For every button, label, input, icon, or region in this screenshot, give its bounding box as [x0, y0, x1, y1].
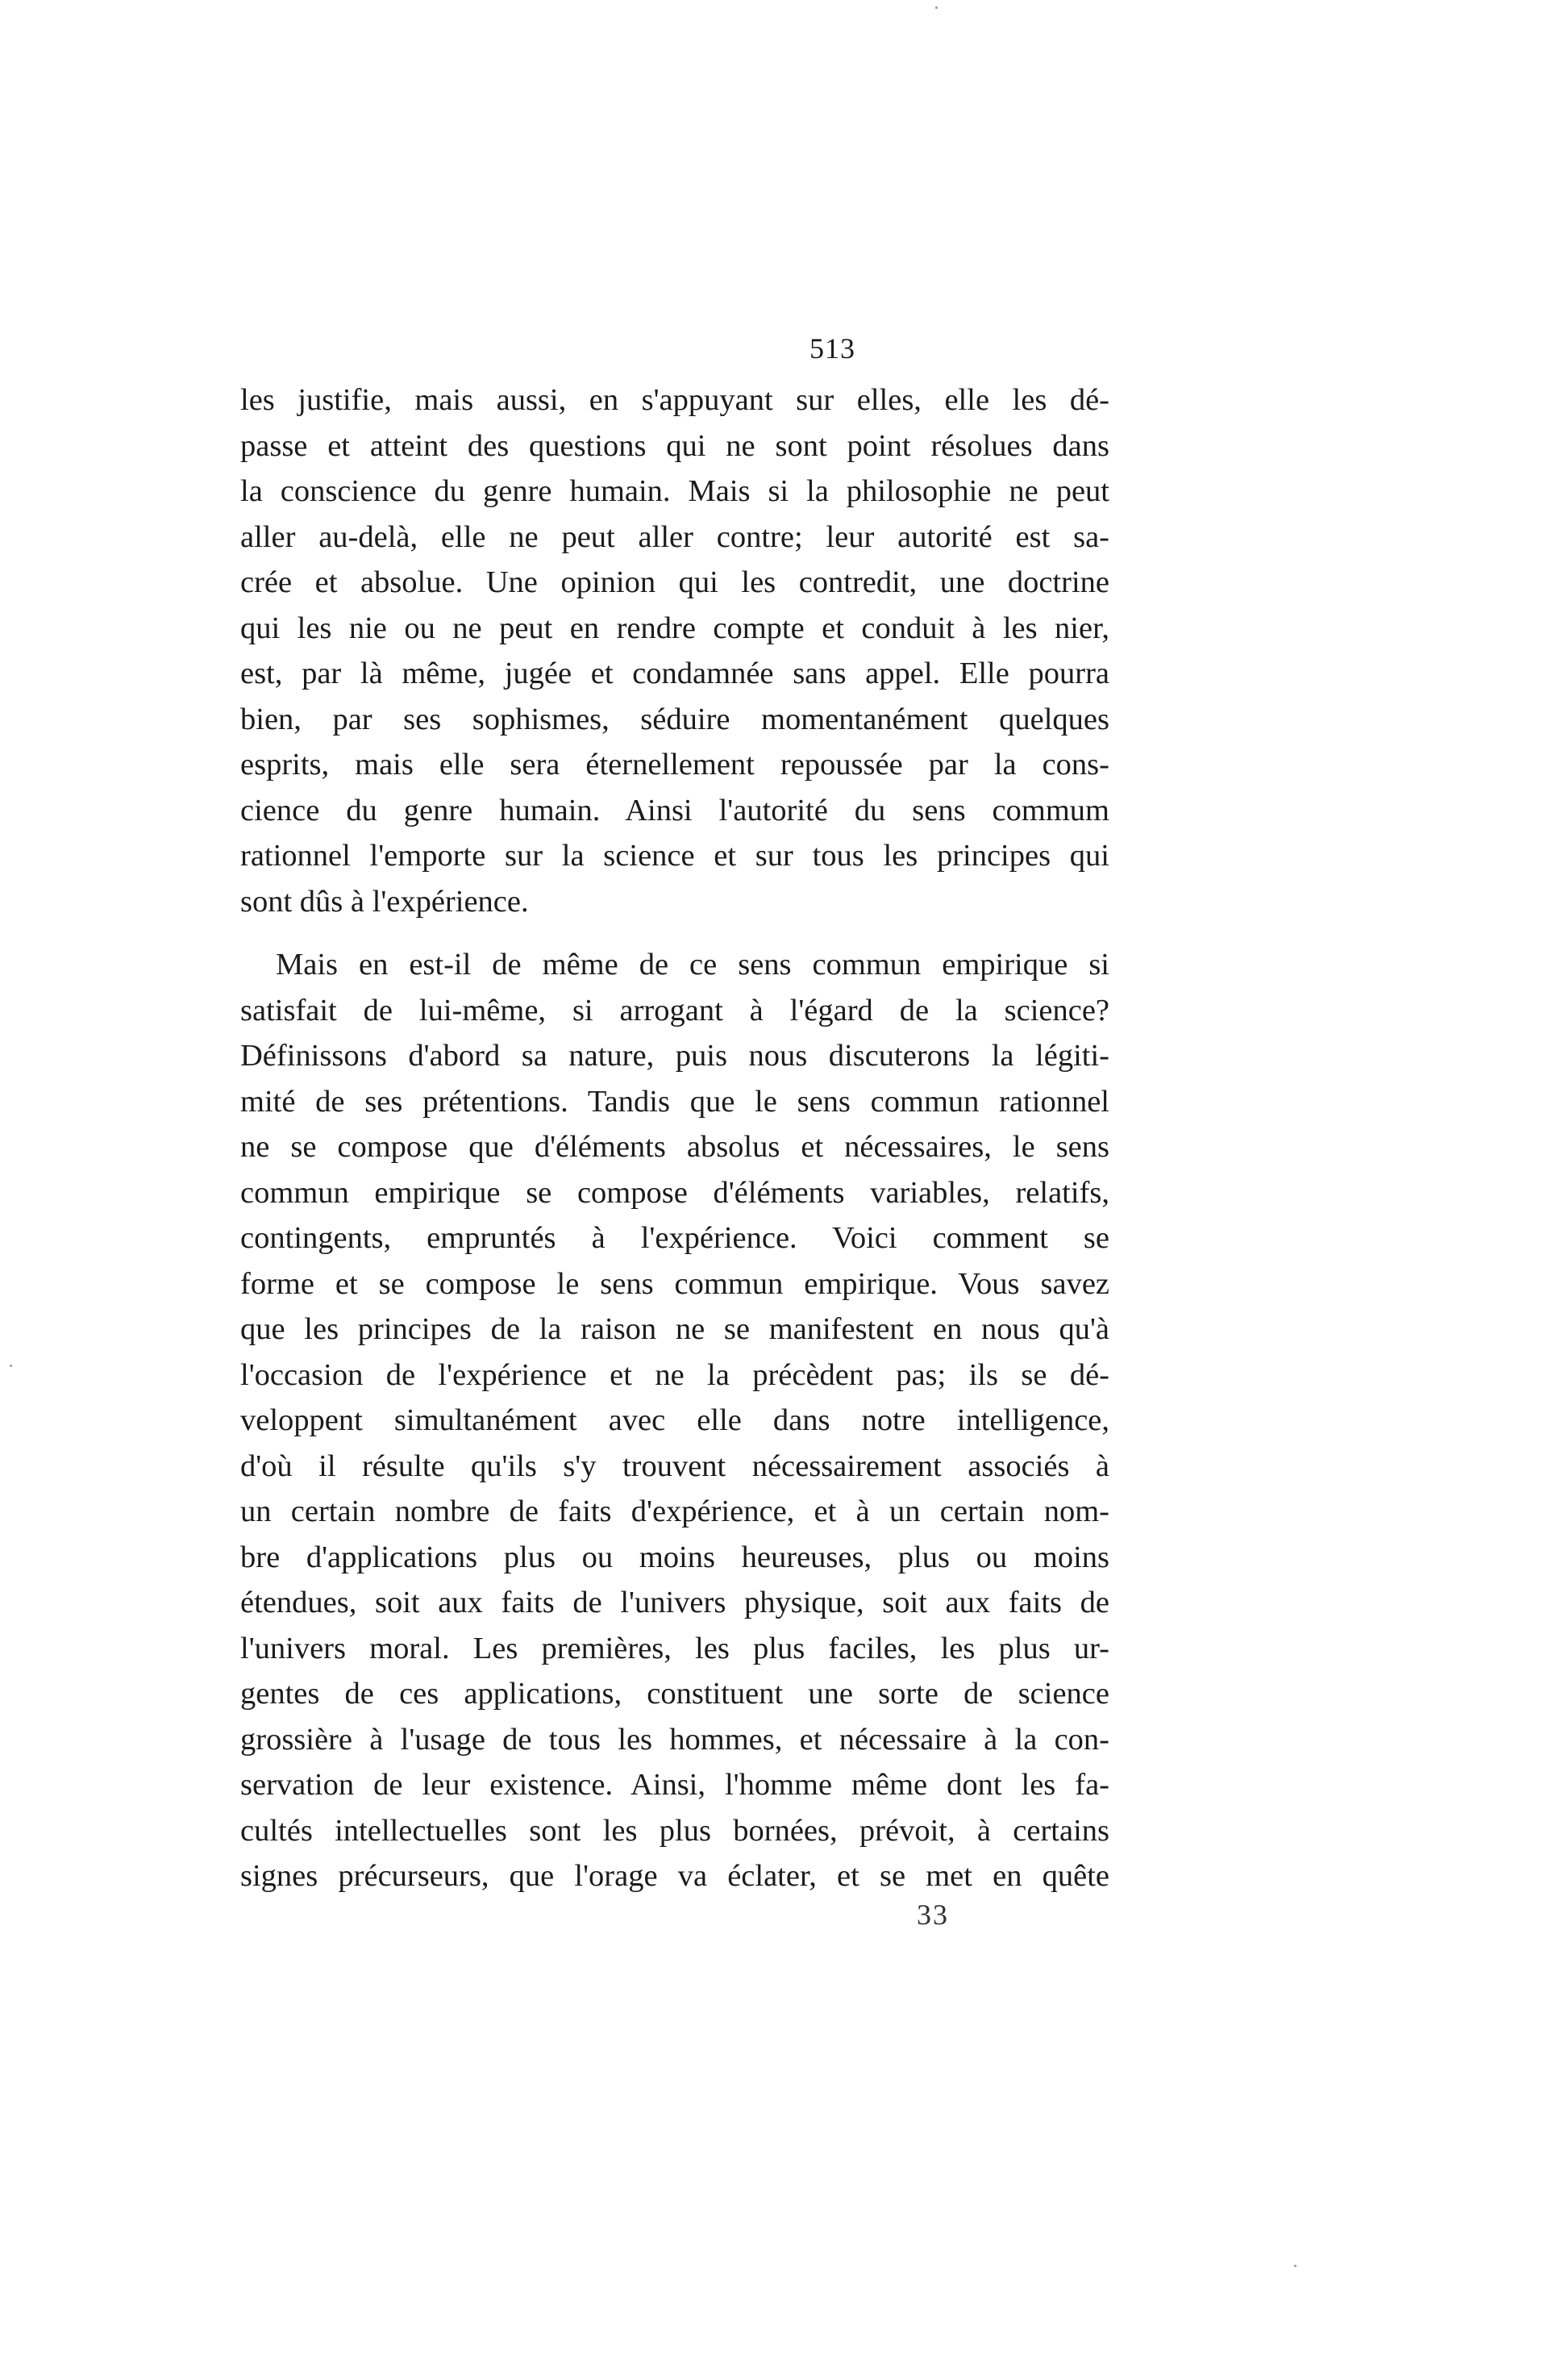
text-line: Mais en est-il de même de ce sens commun empirique si	[276, 948, 1109, 982]
text-line: signes précurseurs, que l'orage va éclater, et se met en quête	[240, 1859, 1109, 1893]
text-line: bien, par ses sophismes, séduire momentanément quelques	[240, 702, 1109, 736]
signature-mark: 33	[917, 1899, 949, 1931]
paragraph-gap	[240, 924, 1109, 942]
text-line: bre d'applications plus ou moins heureuses, plus ou moins	[240, 1540, 1109, 1574]
text-line: gentes de ces applications, constituent une sorte de science	[240, 1677, 1109, 1711]
text-line: mité de ses prétentions. Tandis que le sens commun rationnel	[240, 1084, 1109, 1119]
body-text	[240, 377, 1109, 1899]
text-line: l'univers moral. Les premières, les plus faciles, les plus ur-	[240, 1631, 1109, 1665]
text-line: ne se compose que d'éléments absolus et nécessaires, le sens	[240, 1130, 1109, 1164]
text-line: grossière à l'usage de tous les hommes, et nécessaire à la con-	[240, 1722, 1109, 1757]
text-line: étendues, soit aux faits de l'univers physique, soit aux faits de	[240, 1586, 1109, 1619]
text-line: rationnel l'emporte sur la science et sur tous les principes qui	[240, 839, 1109, 873]
text-line: esprits, mais elle sera éternellement repoussée par la cons-	[240, 748, 1109, 782]
text-line: qui les nie ou ne peut en rendre compte et conduit à les nier,	[240, 611, 1109, 645]
text-line: veloppent simultanément avec elle dans notre intelligence,	[240, 1403, 1109, 1437]
text-line: crée et absolue. Une opinion qui les contredit, une doctrine	[240, 565, 1109, 599]
text-line: cultés intellectuelles sont les plus bornées, prévoit, à certains	[240, 1813, 1109, 1848]
text-line: est, par là même, jugée et condamnée sans appel. Elle pourra	[240, 656, 1109, 690]
text-line: que les principes de la raison ne se manifestent en nous qu'à	[240, 1312, 1109, 1346]
text-line: un certain nombre de faits d'expérience, et à un certain nom-	[240, 1494, 1109, 1528]
text-line: contingents, empruntés à l'expérience. Voici comment se	[240, 1221, 1109, 1255]
text-line: la conscience du genre humain. Mais si la philosophie ne peut	[240, 474, 1109, 508]
text-line: d'où il résulte qu'ils s'y trouvent nécessairement associés à	[240, 1448, 1109, 1483]
text-line: servation de leur existence. Ainsi, l'homme même dont les fa-	[240, 1768, 1109, 1802]
text-line: forme et se compose le sens commun empirique. Vous savez	[240, 1266, 1109, 1301]
scan-speck	[10, 1365, 12, 1367]
text-line: passe et atteint des questions qui ne sont point résolues dans	[240, 428, 1109, 463]
text-line: les justifie, mais aussi, en s'appuyant sur elles, elle les dé-	[240, 383, 1109, 417]
scan-speck	[935, 6, 938, 9]
text-line: cience du genre humain. Ainsi l'autorité du sens commum	[240, 793, 1109, 827]
text-line: Définissons d'abord sa nature, puis nous discuterons la légiti-	[240, 1039, 1109, 1073]
paragraph-2	[240, 942, 1109, 1899]
scan-speck	[1294, 2265, 1296, 2267]
text-line: sont dûs à l'expérience.	[240, 884, 529, 919]
text-line: commun empirique se compose d'éléments variables, relatifs,	[240, 1175, 1109, 1210]
text-line: l'occasion de l'expérience et ne la précèdent pas; ils se dé-	[240, 1357, 1109, 1392]
text-line: aller au-delà, elle ne peut aller contre; leur autorité est sa-	[240, 519, 1109, 554]
text-line: satisfait de lui-même, si arrogant à l'égard de la science?	[240, 993, 1109, 1027]
page-number: 513	[809, 332, 855, 365]
paragraph-1	[240, 377, 1109, 924]
